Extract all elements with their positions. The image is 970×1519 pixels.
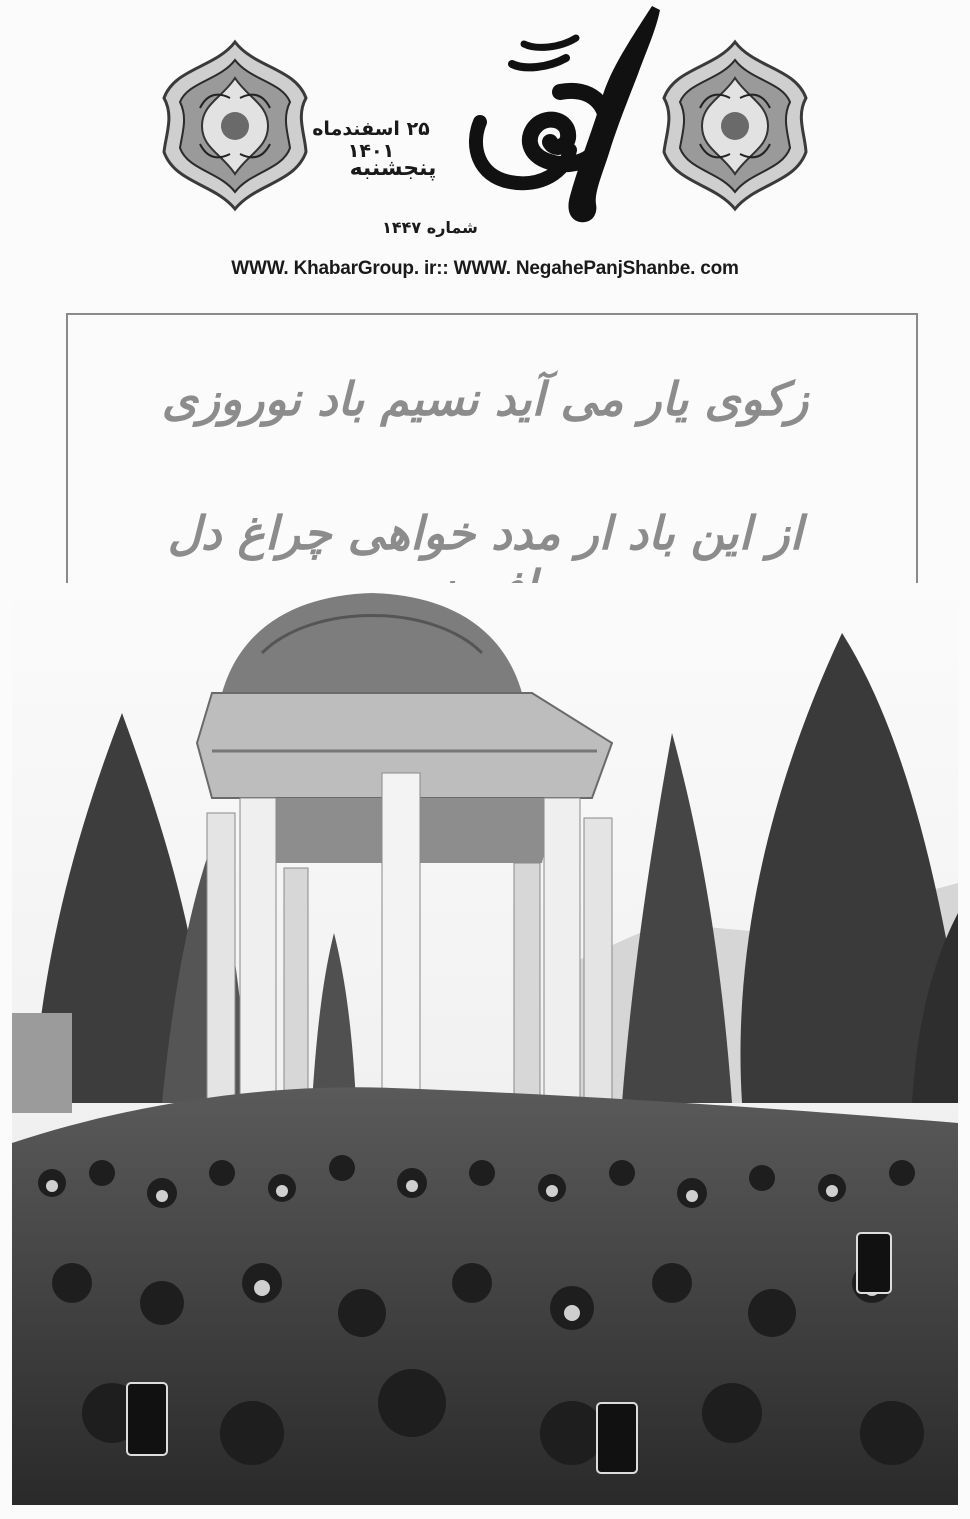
masthead xyxy=(0,0,970,290)
weekday-label: پنجشنبه xyxy=(349,156,437,181)
poem-line-2: از این باد ار مدد خواهی چراغ دل xyxy=(167,506,803,560)
tomb-crowd-photo xyxy=(12,583,958,1505)
poem-line-1: زکوی یار می آید نسیم باد نوروزی xyxy=(161,372,809,426)
website-urls: WWW. KhabarGroup. ir:: WWW. NegahePanjShanbe. com xyxy=(231,258,739,279)
left-ornament-icon xyxy=(160,38,310,213)
right-ornament-icon xyxy=(660,38,810,213)
issue-date: ۲۵ اسفندماه ۱۴۰۱ xyxy=(312,118,430,162)
frame-top xyxy=(66,313,918,315)
issue-number: شماره ۱۴۴۷ xyxy=(382,218,478,237)
frame-right xyxy=(916,313,918,603)
negah-logo-icon xyxy=(420,0,670,225)
